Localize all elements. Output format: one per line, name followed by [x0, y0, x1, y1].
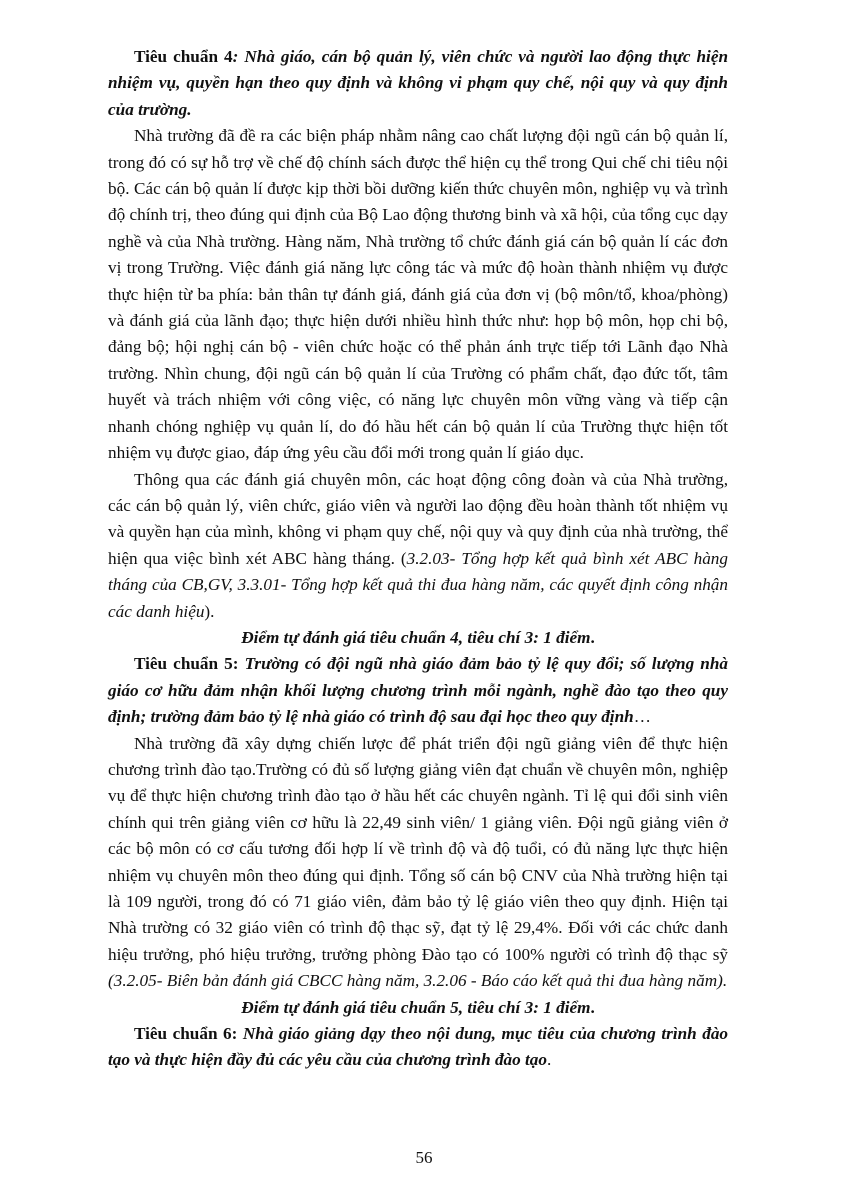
standard-4-score-value: : 1 điểm	[533, 627, 591, 647]
standard-4-paragraph-1: Nhà trường đã đề ra các biện pháp nhằm nâng cao chất lượng đội ngũ cán bộ quản lí, trong đó có sự hỗ trợ về chế độ chính sách được thể hiện cụ thể trong Qui chế chi tiêu nội bộ. Các cán bộ quản lí được kịp thời bồi dưỡng kiến thức chuyên môn, nghiệp vụ và trình độ chính trị, theo đúng qui định của Bộ Lao động thương binh và xã hội, của tổng cục dạy nghề và của Nhà trường. Hàng năm, Nhà trường tổ chức đánh giá cán bộ quản lí các đơn vị trong Trường. Việc đánh giá năng lực công tác và mức độ hoàn thành nhiệm vụ được thực hiện từ ba phía: bản thân tự đánh giá, đánh giá của đơn vị (bộ môn/tổ, khoa/phòng) và đánh giá của lãnh đạo; thực hiện dưới nhiều hình thức như: họp bộ môn, họp chi bộ, đảng bộ; hội nghị cán bộ - viên chức hoặc có thể phản ánh trực tiếp tới Lãnh đạo Nhà trường. Nhìn chung, đội ngũ cán bộ quản lí của Trường có phẩm chất, đạo đức tốt, tâm huyết và trách nhiệm với công việc, có năng lực chuyên môn vững vàng và tiếp cận nhanh chóng nghiệp vụ quản lí, do đó hầu hết cán bộ quản lí của Trường thực hiện tốt nhiệm vụ được giao, đáp ứng yêu cầu đổi mới trong quản lí giáo dục.	[108, 126, 728, 463]
standard-6-title: Nhà giáo giảng dạy theo nội dung, mục tiêu của chương trình đào tạo và thực hiện đầy đủ các yêu cầu của chương trình đào tạo	[108, 1024, 729, 1070]
standard-4-title: Nhà giáo, cán bộ quản lý, viên chức và người lao động thực hiện nhiệm vụ, quyền hạn theo quy định và không vi phạm quy chế, nội quy và quy định của trường.	[108, 47, 729, 119]
standard-6-label: Tiêu chuẩn 6	[134, 1024, 232, 1044]
standard-5-score-end: .	[590, 997, 595, 1017]
page-number: 56	[415, 1148, 433, 1167]
standard-6-title-end: .	[547, 1050, 552, 1070]
standard-5-heading	[108, 651, 728, 730]
standard-4-heading	[108, 44, 728, 123]
standard-5-score-prefix: Điểm tự đánh giá tiêu chuẩn 5, tiêu chí 3	[241, 997, 534, 1017]
standard-6-sep: :	[231, 1024, 243, 1044]
standard-4-score-end: .	[590, 627, 595, 647]
standard-5-score	[108, 995, 728, 1021]
standard-4-paragraph-2	[108, 467, 728, 625]
standard-5-title: Trường có đội ngũ nhà giáo đảm bảo tỷ lệ quy đổi; số lượng nhà giáo cơ hữu đảm nhận khối lượng chương trình mỗi ngành, nghề đào tạo theo quy định; trường đảm bảo tỷ lệ nhà giáo có trình độ sau đại học theo quy định	[108, 654, 728, 727]
standard-6-heading	[108, 1021, 728, 1074]
standard-4-paragraph-2-end: ).	[204, 601, 215, 621]
document-page	[108, 44, 728, 1074]
standard-5-title-end: …	[633, 707, 651, 727]
standard-4-score	[108, 625, 728, 651]
standard-5-label: Tiêu chuẩn 5	[134, 654, 233, 674]
standard-4-evidence-ref: 3.2.03- Tổng hợp kết quả bình xét ABC hàng tháng của CB,GV, 3.3.01- Tổng hợp kết quả thi đua hàng năm, các quyết định công nhận các danh hiệu	[108, 548, 728, 621]
standard-4-paragraph-2-text: Thông qua các đánh giá chuyên môn, các hoạt động công đoàn và của Nhà trường, các cán bộ quản lý, viên chức, giáo viên và người lao động đều hoàn thành tốt nhiệm vụ và quyền hạn của mình, không vi phạm quy chế, nội quy và quy định của nhà trường, thể hiện qua việc bình xét ABC hàng tháng. (	[108, 469, 728, 568]
standard-5-evidence-ref: (3.2.05- Biên bản đánh giá CBCC hàng năm, 3.2.06 - Báo cáo kết quả thi đua hàng năm).	[108, 971, 728, 991]
standard-5-score-value: : 1 điểm	[533, 997, 591, 1017]
standard-4-score-prefix: Điểm tự đánh giá tiêu chuẩn 4, tiêu chí 3	[241, 627, 534, 647]
standard-5-paragraph-1-text: Nhà trường đã xây dựng chiến lược để phát triển đội ngũ giảng viên để thực hiện chương trình đào tạo.Trường có đủ số lượng giảng viên đạt chuẩn về chuyên môn, nghiệp vụ để thực hiện chương trình đào tạo ở hầu hết các chuyên ngành. Tỉ lệ qui đổi sinh viên chính qui trên giảng viên cơ hữu là 22,49 sinh viên/ 1 giảng viên. Đội ngũ giảng viên ở các bộ môn có cơ cấu tương đối hợp lí về trình độ và độ tuổi, có đủ năng lực thực hiện nhiệm vụ chuyên môn theo đúng qui định. Tổng số cán bộ CNV của Nhà trường hiện tại là 109 người, trong đó có 71 giáo viên, đảm bảo tỷ lệ giáo viên theo quy định. Hiện tại Nhà trường có 32 giáo viên có trình độ thạc sỹ, đạt tỷ lệ 29,4%. Đối với các chức danh hiệu trưởng, phó hiệu trưởng, trưởng phòng Đào tạo có 100% người có trình độ thạc sỹ	[108, 733, 728, 964]
standard-5-paragraph-1	[108, 731, 728, 995]
standard-4-label: Tiêu chuẩn 4	[134, 47, 233, 66]
standard-4-sep: :	[232, 47, 245, 66]
standard-5-sep: :	[232, 654, 245, 674]
